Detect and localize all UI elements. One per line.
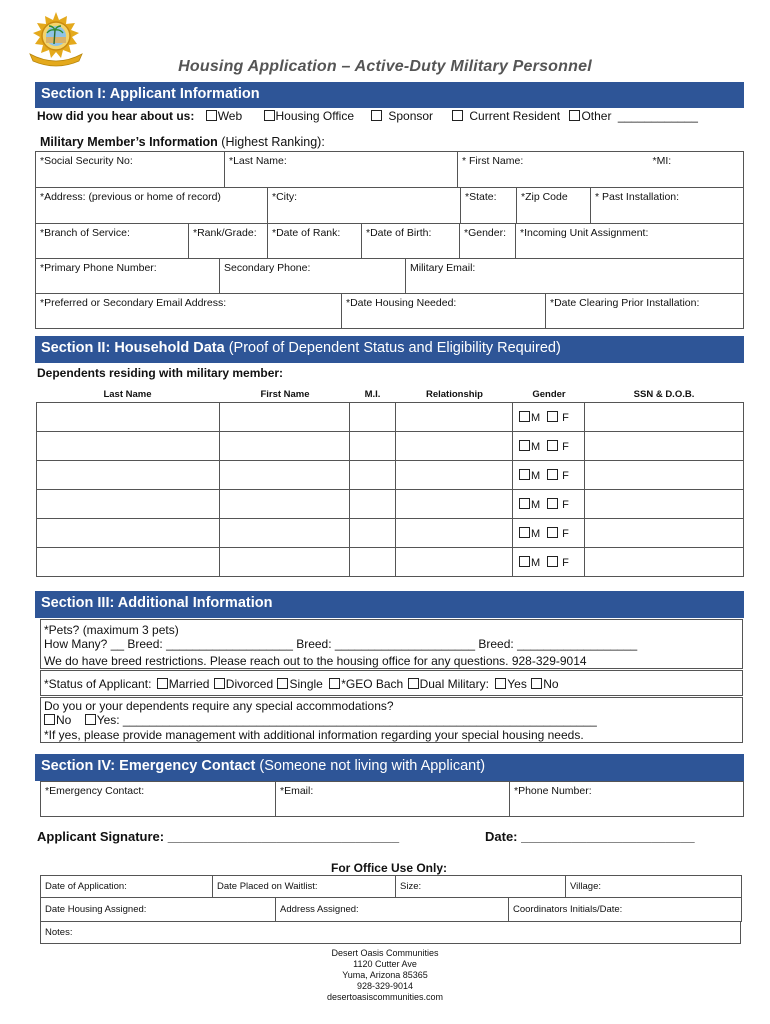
member-row-4 — [35, 258, 744, 294]
last-name-label: *Last Name: — [229, 155, 287, 167]
date-label: Date: — [485, 829, 518, 844]
accommodations-question: Do you or your dependents require any special accommodations? — [44, 699, 394, 713]
date-assigned-label: Date Housing Assigned: — [45, 904, 147, 915]
emergency-email-label: *Email: — [280, 785, 314, 797]
other-option-label: Other — [581, 109, 612, 123]
web-option-label: Web — [217, 109, 243, 123]
dependent-first-name-cell[interactable] — [220, 432, 350, 461]
dependent-row — [37, 432, 744, 461]
emergency-contact-field[interactable] — [41, 782, 276, 817]
sponsor-checkbox[interactable] — [371, 110, 382, 121]
other-blank[interactable]: ____________ — [617, 109, 698, 123]
primary-phone-label: *Primary Phone Number: — [40, 262, 157, 274]
dependent-last-name-cell[interactable] — [37, 403, 220, 432]
gender-m-label: M — [531, 527, 541, 540]
size-label: Size: — [400, 881, 422, 892]
mi-label: *MI: — [652, 155, 672, 167]
gender-f-checkbox[interactable] — [547, 469, 558, 480]
page-title: Housing Application – Active-Duty Military Personnel — [178, 58, 592, 75]
rank-field[interactable] — [189, 224, 268, 259]
primary-phone-field[interactable] — [36, 259, 220, 294]
dependent-mi-cell[interactable] — [350, 432, 396, 461]
section-1-title: Section I: Applicant Information — [41, 86, 260, 102]
first-name-label: * First Name: — [462, 155, 524, 167]
married-label: Married — [168, 677, 210, 691]
state-field[interactable] — [461, 188, 517, 224]
gender-m-label: M — [531, 440, 541, 453]
date-of-rank-field[interactable] — [268, 224, 362, 259]
dependent-row — [37, 490, 744, 519]
accommodations-yes-label[interactable]: Yes: _______________________________________________________________________ — [96, 713, 597, 727]
gender-f-checkbox[interactable] — [547, 440, 558, 451]
section-4-subtitle: (Someone not living with Applicant) — [259, 758, 486, 774]
notes-label: Notes: — [45, 927, 73, 938]
housing-office-checkbox[interactable] — [264, 110, 275, 121]
gender-f-label: F — [562, 556, 569, 569]
dependents-table — [36, 402, 744, 577]
gender-m-label: M — [531, 411, 541, 424]
branch-field[interactable] — [36, 224, 189, 259]
dob-label: *Date of Birth: — [366, 227, 432, 239]
dependent-relationship-cell[interactable] — [396, 403, 513, 432]
emergency-phone-field[interactable] — [510, 782, 744, 817]
zip-label: *Zip Code — [521, 191, 568, 203]
dependent-last-name-cell[interactable] — [37, 519, 220, 548]
dependent-mi-cell[interactable] — [350, 403, 396, 432]
address-field[interactable] — [36, 188, 268, 224]
accommodations-note: *If yes, please provide management with additional information regarding your special housing needs. — [44, 728, 584, 742]
gender-field[interactable] — [460, 224, 516, 259]
gender-m-label: M — [531, 556, 541, 569]
military-email-field[interactable] — [406, 259, 744, 294]
date-housing-needed-field[interactable] — [342, 294, 546, 329]
section-2-header — [35, 336, 744, 363]
dual-no-label: No — [543, 677, 559, 691]
col-first-name: First Name — [260, 389, 310, 400]
geo-bach-checkbox[interactable] — [329, 678, 340, 689]
gender-f-label: F — [562, 527, 569, 540]
dual-yes-label: Yes — [507, 677, 527, 691]
gender-label: *Gender: — [464, 227, 507, 239]
dependent-last-name-cell[interactable] — [37, 432, 220, 461]
gender-f-label: F — [562, 498, 569, 511]
divorced-label: Divorced — [225, 677, 274, 691]
dependent-row — [37, 403, 744, 432]
gender-f-checkbox[interactable] — [547, 411, 558, 422]
village-label: Village: — [570, 881, 601, 892]
dependent-first-name-cell[interactable] — [220, 461, 350, 490]
gender-m-checkbox[interactable] — [519, 527, 530, 538]
web-checkbox[interactable] — [206, 110, 217, 121]
rank-label: *Rank/Grade: — [193, 227, 257, 239]
dependent-row — [37, 519, 744, 548]
secondary-phone-field[interactable] — [220, 259, 406, 294]
address-assigned-label: Address Assigned: — [280, 904, 359, 915]
section-4-title: Section IV: Emergency Contact — [41, 758, 256, 774]
member-row-5 — [35, 293, 744, 329]
member-row-2 — [35, 187, 744, 224]
footer-phone: 928-329-9014 — [356, 981, 414, 991]
accommodations-no-label: No — [56, 713, 72, 727]
military-email-label: Military Email: — [410, 262, 476, 274]
gender-m-label: M — [531, 469, 541, 482]
signature-row — [37, 829, 399, 844]
footer-city: Yuma, Arizona 85365 — [342, 970, 428, 980]
coordinators-field[interactable] — [509, 898, 742, 922]
village-field[interactable] — [566, 876, 742, 898]
gender-m-checkbox[interactable] — [519, 556, 530, 567]
dual-military-label: Dual Military: — [419, 677, 489, 691]
status-label: *Status of Applicant: — [44, 677, 152, 691]
hear-about-row — [37, 109, 698, 123]
date-of-application-label: Date of Application: — [45, 881, 127, 892]
section-3-header — [35, 591, 744, 618]
gender-m-checkbox[interactable] — [519, 440, 530, 451]
dependents-label: Dependents residing with military member: — [37, 366, 284, 380]
dependent-last-name-cell[interactable] — [37, 548, 220, 577]
single-checkbox[interactable] — [277, 678, 288, 689]
date-clearing-label: *Date Clearing Prior Installation: — [550, 297, 700, 309]
pets-breed-line[interactable]: How Many? __ Breed: ___________________ Breed: _____________________ Breed: __________________ — [44, 637, 638, 651]
first-name-field[interactable] — [458, 152, 744, 188]
state-label: *State: — [465, 191, 497, 203]
footer-street: 1120 Cutter Ave — [353, 959, 417, 969]
office-row-2 — [40, 897, 742, 922]
dependent-gender-cell[interactable] — [513, 432, 585, 461]
dependent-row — [37, 461, 744, 490]
dependent-gender-cell[interactable] — [513, 461, 585, 490]
breed-restrictions-note: We do have breed restrictions. Please reach out to the housing office for any questions. 928-329-9014 — [44, 654, 587, 668]
section-1-header — [35, 82, 744, 108]
past-installation-label: * Past Installation: — [595, 191, 680, 203]
dependent-ssn-dob-cell[interactable] — [585, 432, 744, 461]
col-mi: M.I. — [364, 389, 381, 400]
member-info-subtitle: (Highest Ranking): — [221, 135, 325, 149]
geo-bach-label: *GEO Bach — [341, 677, 404, 691]
dependent-relationship-cell[interactable] — [396, 461, 513, 490]
dependent-ssn-dob-cell[interactable] — [585, 403, 744, 432]
current-resident-checkbox[interactable] — [452, 110, 463, 121]
signature-label: Applicant Signature: — [37, 829, 165, 844]
dependent-first-name-cell[interactable] — [220, 490, 350, 519]
city-label: *City: — [272, 191, 298, 203]
gender-m-checkbox[interactable] — [519, 498, 530, 509]
pets-question: *Pets? (maximum 3 pets) — [44, 623, 179, 637]
gender-f-checkbox[interactable] — [547, 498, 558, 509]
last-name-field[interactable] — [225, 152, 458, 188]
dependent-first-name-cell[interactable] — [220, 403, 350, 432]
ssn-label: *Social Security No: — [40, 155, 133, 167]
office-row-3 — [40, 921, 741, 944]
dependent-ssn-dob-cell[interactable] — [585, 548, 744, 577]
section-2-title: Section II: Household Data — [41, 340, 225, 356]
date-assigned-field[interactable] — [41, 898, 276, 922]
coordinators-label: Coordinators Initials/Date: — [513, 904, 623, 915]
dependent-relationship-cell[interactable] — [396, 519, 513, 548]
section-4-header — [35, 754, 744, 781]
dependent-ssn-dob-cell[interactable] — [585, 461, 744, 490]
col-relationship: Relationship — [425, 389, 483, 400]
dependent-first-name-cell[interactable] — [220, 519, 350, 548]
member-info-heading — [40, 135, 325, 149]
footer — [0, 948, 770, 1003]
dependent-gender-cell[interactable] — [513, 519, 585, 548]
col-gender: Gender — [532, 389, 566, 400]
address-label: *Address: (previous or home of record) — [40, 191, 221, 203]
accommodations-no-checkbox[interactable] — [44, 714, 55, 725]
divorced-checkbox[interactable] — [214, 678, 225, 689]
incoming-unit-field[interactable] — [516, 224, 744, 259]
accommodations-options — [44, 713, 597, 727]
member-row-1 — [35, 151, 744, 188]
sponsor-option-label: Sponsor — [388, 109, 434, 123]
single-label: Single — [289, 677, 323, 691]
dependent-gender-cell[interactable] — [513, 490, 585, 519]
date-of-application-field[interactable] — [41, 876, 213, 898]
dependent-gender-cell[interactable] — [513, 403, 585, 432]
gender-f-checkbox[interactable] — [547, 527, 558, 538]
office-use-heading: For Office Use Only: — [330, 861, 448, 875]
dependent-last-name-cell[interactable] — [37, 490, 220, 519]
dual-yes-checkbox[interactable] — [495, 678, 506, 689]
dependent-mi-cell[interactable] — [350, 519, 396, 548]
member-info-title: Military Member’s Information — [40, 135, 218, 149]
col-ssn-dob: SSN & D.O.B. — [633, 389, 695, 400]
dob-field[interactable] — [362, 224, 460, 259]
accommodations-yes-checkbox[interactable] — [85, 714, 96, 725]
gender-m-label: M — [531, 498, 541, 511]
address-assigned-field[interactable] — [276, 898, 509, 922]
preferred-email-field[interactable] — [36, 294, 342, 329]
dependent-mi-cell[interactable] — [350, 461, 396, 490]
date-row — [485, 829, 695, 844]
emergency-phone-label: *Phone Number: — [514, 785, 592, 797]
dependent-mi-cell[interactable] — [350, 490, 396, 519]
date-line[interactable]: ________________________ — [521, 829, 695, 844]
preferred-email-label: *Preferred or Secondary Email Address: — [40, 297, 227, 309]
size-field[interactable] — [396, 876, 566, 898]
dependent-first-name-cell[interactable] — [220, 548, 350, 577]
emergency-contact-label: *Emergency Contact: — [45, 785, 145, 797]
dependent-ssn-dob-cell[interactable] — [585, 519, 744, 548]
gender-f-label: F — [562, 469, 569, 482]
section-2-subtitle: (Proof of Dependent Status and Eligibility Required) — [228, 340, 561, 356]
date-housing-needed-label: *Date Housing Needed: — [346, 297, 457, 309]
gender-f-label: F — [562, 440, 569, 453]
dependent-mi-cell[interactable] — [350, 548, 396, 577]
current-resident-option-label: Current Resident — [469, 109, 561, 123]
footer-website[interactable]: desertoasiscommunities.com — [326, 992, 444, 1002]
hear-about-label: How did you hear about us: — [37, 109, 195, 123]
member-row-3 — [35, 223, 744, 259]
date-of-rank-label: *Date of Rank: — [272, 227, 341, 239]
date-clearing-field[interactable] — [546, 294, 744, 329]
ssn-field[interactable] — [36, 152, 225, 188]
gender-f-label: F — [562, 411, 569, 424]
married-checkbox[interactable] — [157, 678, 168, 689]
gender-m-checkbox[interactable] — [519, 469, 530, 480]
col-last-name: Last Name — [103, 389, 152, 400]
emergency-contact-row — [40, 781, 744, 817]
date-waitlist-field[interactable] — [213, 876, 396, 898]
housing-office-option-label: Housing Office — [275, 109, 354, 123]
branch-label: *Branch of Service: — [40, 227, 130, 239]
secondary-phone-label: Secondary Phone: — [224, 262, 311, 274]
signature-line[interactable]: ________________________________ — [167, 829, 400, 844]
section-3-title: Section III: Additional Information — [41, 595, 273, 611]
footer-company: Desert Oasis Communities — [331, 948, 439, 958]
city-field[interactable] — [268, 188, 461, 224]
dependent-last-name-cell[interactable] — [37, 461, 220, 490]
office-row-1 — [40, 875, 742, 898]
dependent-gender-cell[interactable] — [513, 548, 585, 577]
dual-no-checkbox[interactable] — [531, 678, 542, 689]
dependent-ssn-dob-cell[interactable] — [585, 490, 744, 519]
date-waitlist-label: Date Placed on Waitlist: — [217, 881, 318, 892]
gender-f-checkbox[interactable] — [547, 556, 558, 567]
dual-military-checkbox[interactable] — [408, 678, 419, 689]
emergency-email-field[interactable] — [276, 782, 510, 817]
notes-field[interactable] — [41, 922, 741, 944]
dependent-relationship-cell[interactable] — [396, 490, 513, 519]
dependent-relationship-cell[interactable] — [396, 432, 513, 461]
status-row — [44, 677, 559, 691]
past-installation-field[interactable] — [591, 188, 744, 224]
gender-m-checkbox[interactable] — [519, 411, 530, 422]
zip-field[interactable] — [517, 188, 591, 224]
dependent-relationship-cell[interactable] — [396, 548, 513, 577]
incoming-unit-label: *Incoming Unit Assignment: — [520, 227, 649, 239]
other-checkbox[interactable] — [569, 110, 580, 121]
dependent-row — [37, 548, 744, 577]
